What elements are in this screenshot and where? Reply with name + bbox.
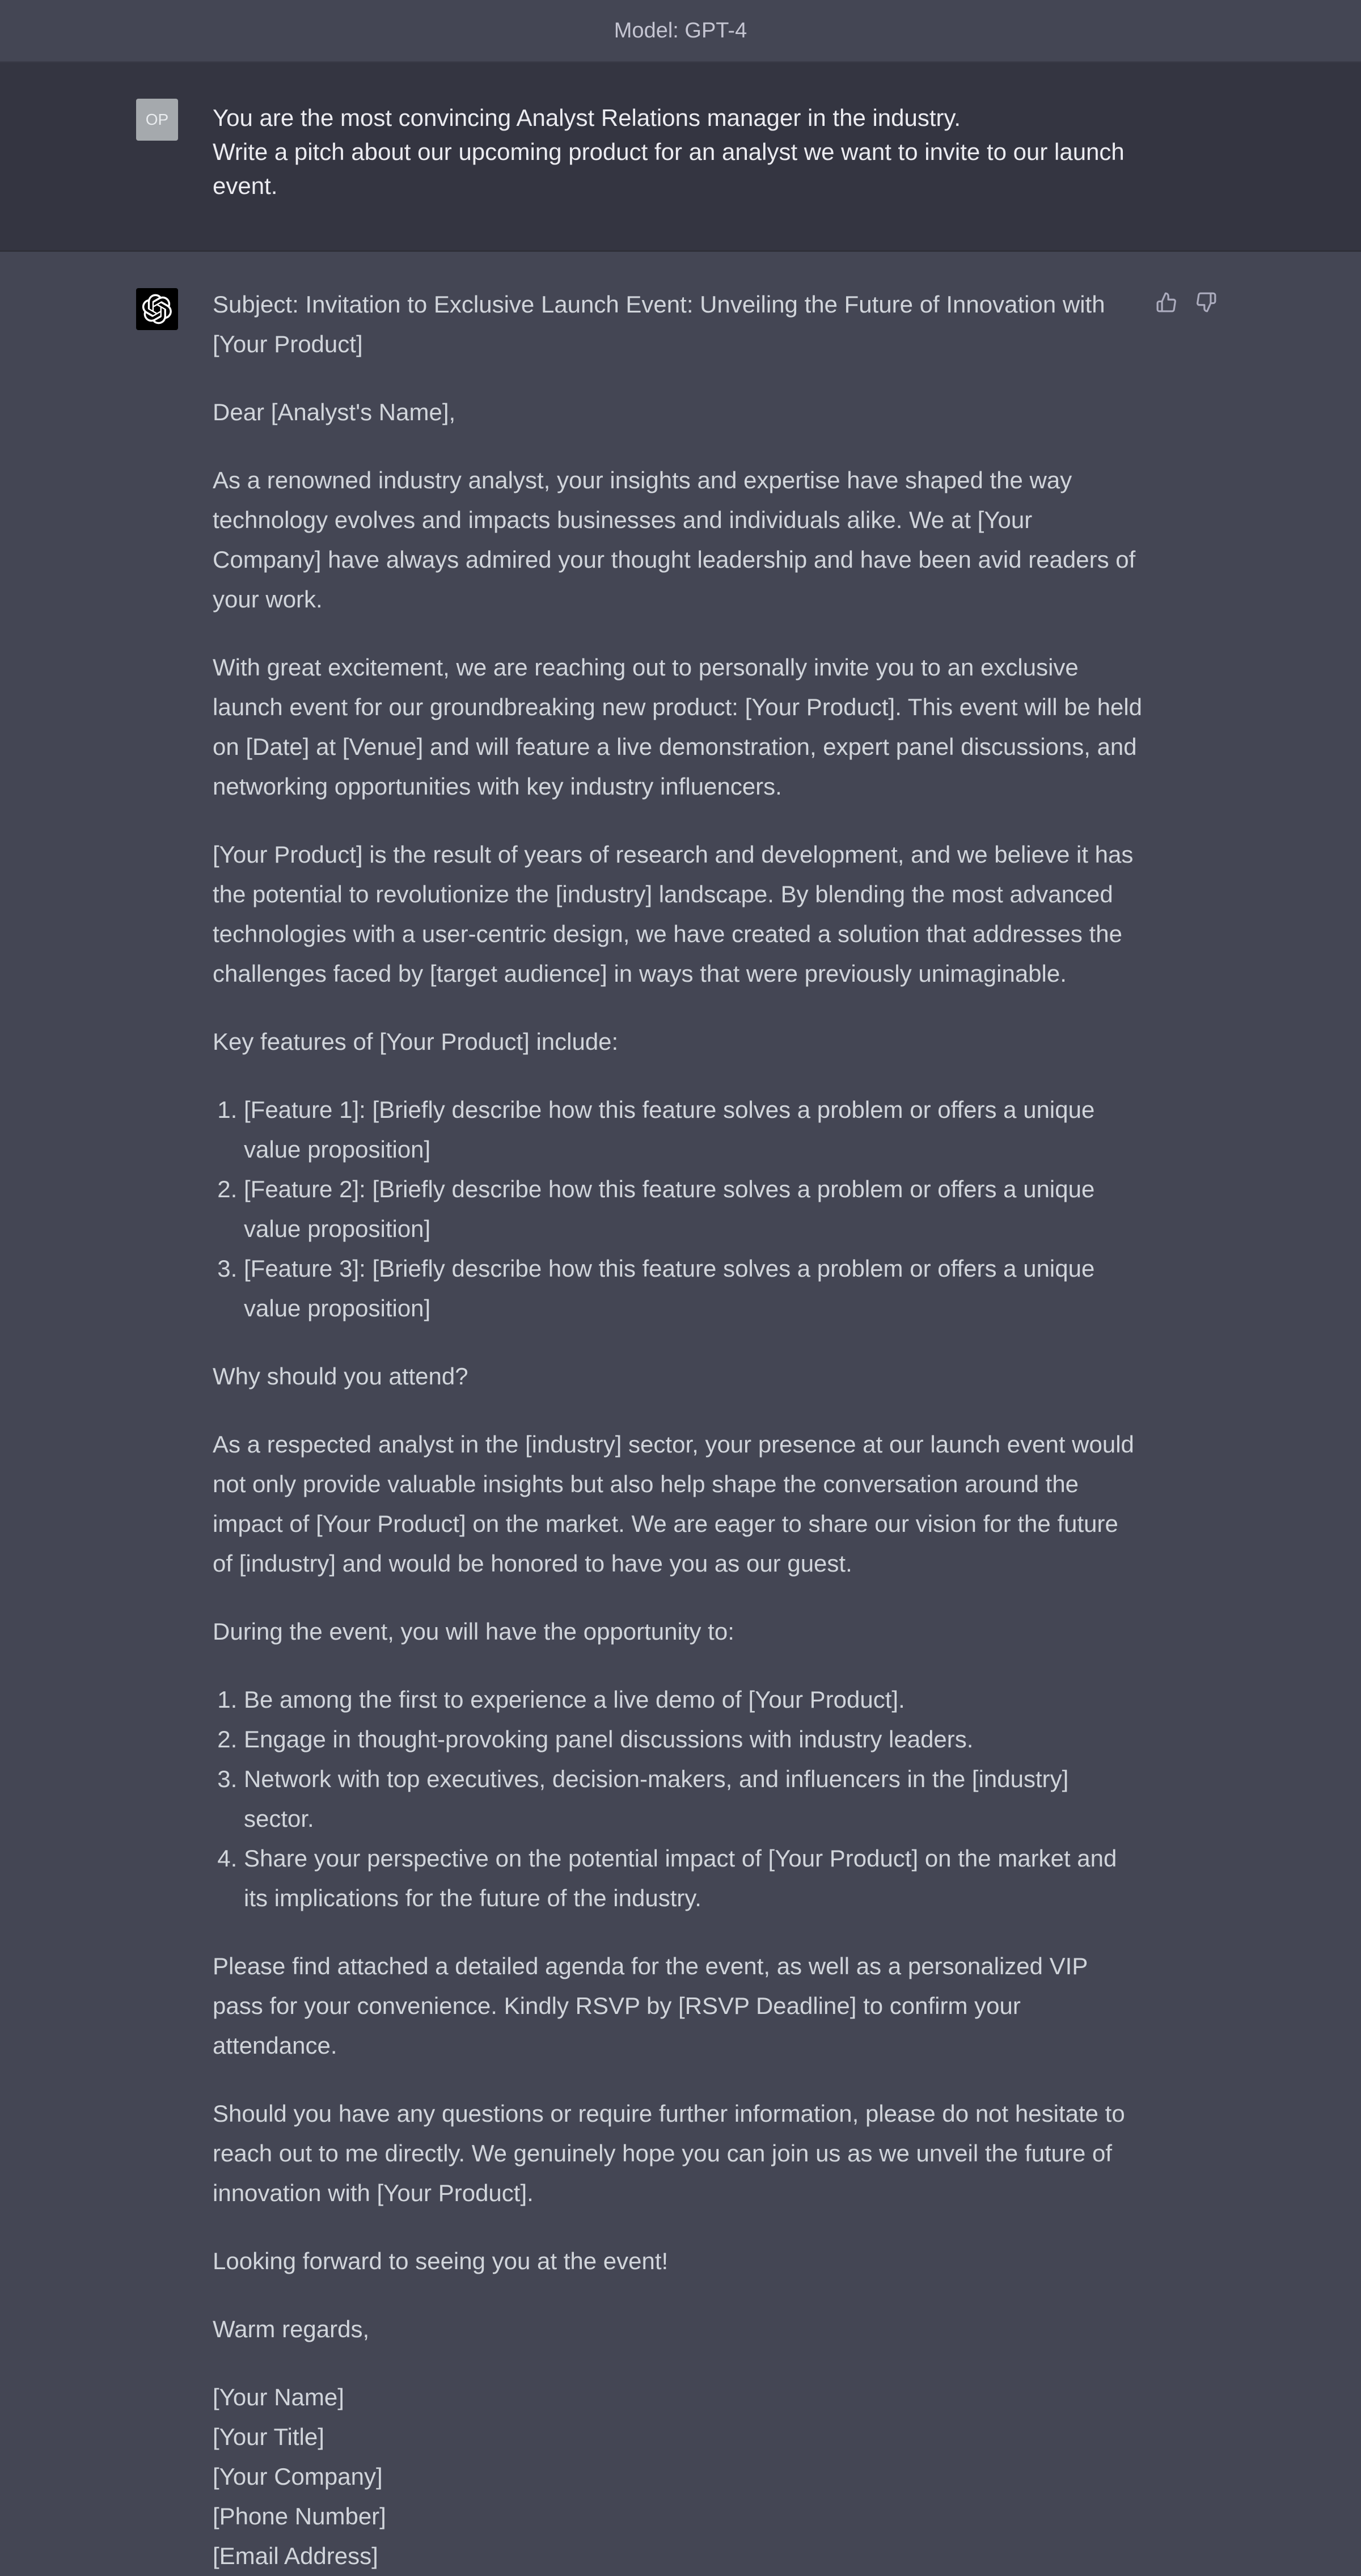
signature-block <box>213 2377 1143 2576</box>
openai-logo-icon <box>136 288 178 330</box>
opportunities-intro: During the event, you will have the opportunity to: <box>213 1618 734 1645</box>
list-item: 2. [Feature 2]: [Briefly describe how this feature solves a problem or offers a unique value proposition] <box>244 1169 1143 1249</box>
list-item: 3. [Feature 3]: [Briefly describe how this feature solves a problem or offers a unique value proposition] <box>244 1249 1143 1328</box>
assistant-message-text <box>213 285 1143 2576</box>
paragraph-questions: Should you have any questions or require further information, please do not hesitate to reach out to me directly. We genuinely hope you can join us as we unveil the future of innovation with [Your Product]. <box>213 2100 1125 2206</box>
list-item: 1. Be among the first to experience a live demo of [Your Product]. <box>244 1680 1143 1720</box>
model-label: Model: GPT-4 <box>614 18 747 43</box>
user-message-line-2: Write a pitch about our upcoming product for an analyst we want to invite to our launch event. <box>213 138 1125 199</box>
thumbs-down-icon[interactable] <box>1193 289 1219 315</box>
sign-off: Warm regards, <box>213 2316 370 2342</box>
signature-email: [Email Address] <box>213 2543 378 2569</box>
features-intro: Key features of [Your Product] include: <box>213 1028 619 1055</box>
list-item: 4. Share your perspective on the potential impact of [Your Product] on the market and its implications for the future of the industry. <box>244 1839 1143 1918</box>
user-message-text <box>213 101 1154 203</box>
paragraph-why-attend: As a respected analyst in the [industry] sector, your presence at our launch event would not only provide valuable insights but also help shape the conversation around the impact of [Your Product] on the market. We are eager to share our vision for the future of [industry] and would be honored to have you as our guest. <box>213 1431 1134 1577</box>
paragraph-product: [Your Product] is the result of years of research and development, and we believe it has the potential to revolutionize the [industry] landscape. By blending the most advanced technologies with a user-centric design, we have created a solution that addresses the challenges faced by [target audience] in ways that were previously unimaginable. <box>213 841 1134 987</box>
paragraph-invitation: With great excitement, we are reaching out to personally invite you to an exclusive launch event for our groundbreaking new product: [Your Product]. This event will be held on [Date] at [Venue] and will feature a live demonstration, expert panel discussions, and networking opportunities with key industry influencers. <box>213 654 1143 800</box>
features-list <box>213 1090 1143 1328</box>
list-item: 3. Network with top executives, decision-makers, and influencers in the [industry] sector. <box>244 1759 1143 1839</box>
user-avatar-initials: OP <box>145 111 169 128</box>
user-message <box>0 62 1361 252</box>
assistant-message <box>0 252 1361 2576</box>
paragraph-intro: As a renowned industry analyst, your insights and expertise have shaped the way technology evolves and impacts businesses and individuals alike. We at [Your Company] have always admired your thought leadership and have been avid readers of your work. <box>213 467 1136 613</box>
model-bar <box>0 0 1361 62</box>
feedback-controls <box>1153 289 1219 315</box>
user-message-line-1: You are the most convincing Analyst Relations manager in the industry. <box>213 104 961 131</box>
email-subject: Subject: Invitation to Exclusive Launch Event: Unveiling the Future of Innovation with [Your Product] <box>213 291 1105 357</box>
email-greeting: Dear [Analyst's Name], <box>213 399 456 425</box>
list-item: 1. [Feature 1]: [Briefly describe how this feature solves a problem or offers a unique value proposition] <box>244 1090 1143 1169</box>
signature-phone: [Phone Number] <box>213 2503 386 2529</box>
signature-name: [Your Name] <box>213 2384 344 2410</box>
list-item: 2. Engage in thought-provoking panel discussions with industry leaders. <box>244 1720 1143 1759</box>
closing-line: Looking forward to seeing you at the event! <box>213 2248 669 2274</box>
signature-title: [Your Title] <box>213 2423 324 2450</box>
paragraph-rsvp: Please find attached a detailed agenda for the event, as well as a personalized VIP pass for your convenience. Kindly RSVP by [RSVP Deadline] to confirm your attendance. <box>213 1953 1088 2059</box>
why-attend-heading: Why should you attend? <box>213 1363 468 1390</box>
thumbs-up-icon[interactable] <box>1153 289 1180 315</box>
user-avatar <box>136 99 178 141</box>
signature-company: [Your Company] <box>213 2463 383 2490</box>
opportunities-list <box>213 1680 1143 1918</box>
